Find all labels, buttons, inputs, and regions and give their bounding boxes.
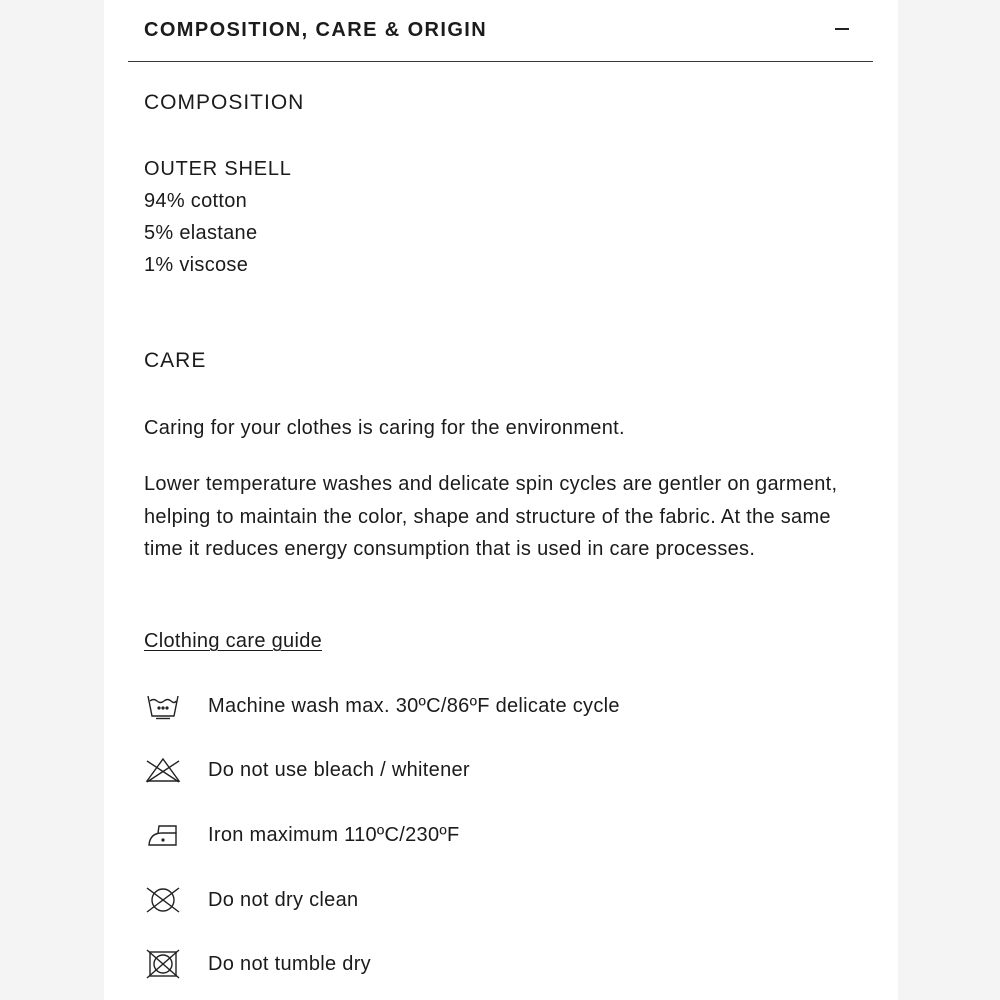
minus-icon[interactable] <box>831 14 853 44</box>
composition-list <box>144 153 292 281</box>
do-not-bleach-icon <box>144 753 182 787</box>
care-title: CARE <box>144 349 207 372</box>
care-instruction-text: Iron maximum 110ºC/230ºF <box>208 823 460 846</box>
composition-title: COMPOSITION <box>144 91 305 114</box>
care-guide <box>144 630 322 653</box>
care-instruction-row <box>144 753 470 787</box>
care-intro <box>144 412 854 445</box>
care-instruction-row <box>144 689 620 723</box>
care-intro-text: Caring for your clothes is caring for the environment. <box>144 417 625 439</box>
care-instruction-text: Do not use bleach / whitener <box>208 758 470 781</box>
care-instruction-row <box>144 818 460 852</box>
care-instruction-text: Do not dry clean <box>208 888 359 911</box>
care-body <box>144 468 854 566</box>
machine-wash-icon <box>144 689 182 723</box>
material-item: 94% cotton <box>144 190 248 212</box>
care-guide-link[interactable]: Clothing care guide <box>144 630 323 652</box>
accordion-title: COMPOSITION, CARE & ORIGIN <box>144 19 488 41</box>
accordion-header[interactable] <box>128 0 873 62</box>
care-instruction-row <box>144 947 371 981</box>
iron-icon <box>144 818 182 852</box>
do-not-tumble-dry-icon <box>144 947 182 981</box>
material-item: 1% viscose <box>144 254 249 276</box>
material-item: 5% elastane <box>144 222 258 244</box>
composition-part: OUTER SHELL <box>144 158 292 180</box>
care-body-text: Lower temperature washes and delicate spin cycles are gentler on garment, helping to maintain the color, shape and structure of the fabric. At the same time it reduces energy consumption that is used in care processes. <box>144 473 838 560</box>
care-instruction-text: Do not tumble dry <box>208 952 371 975</box>
care-instruction-row <box>144 883 358 917</box>
care-instruction-text: Machine wash max. 30ºC/86ºF delicate cycle <box>208 694 620 717</box>
do-not-dry-clean-icon <box>144 883 182 917</box>
product-details-panel <box>104 0 898 1000</box>
